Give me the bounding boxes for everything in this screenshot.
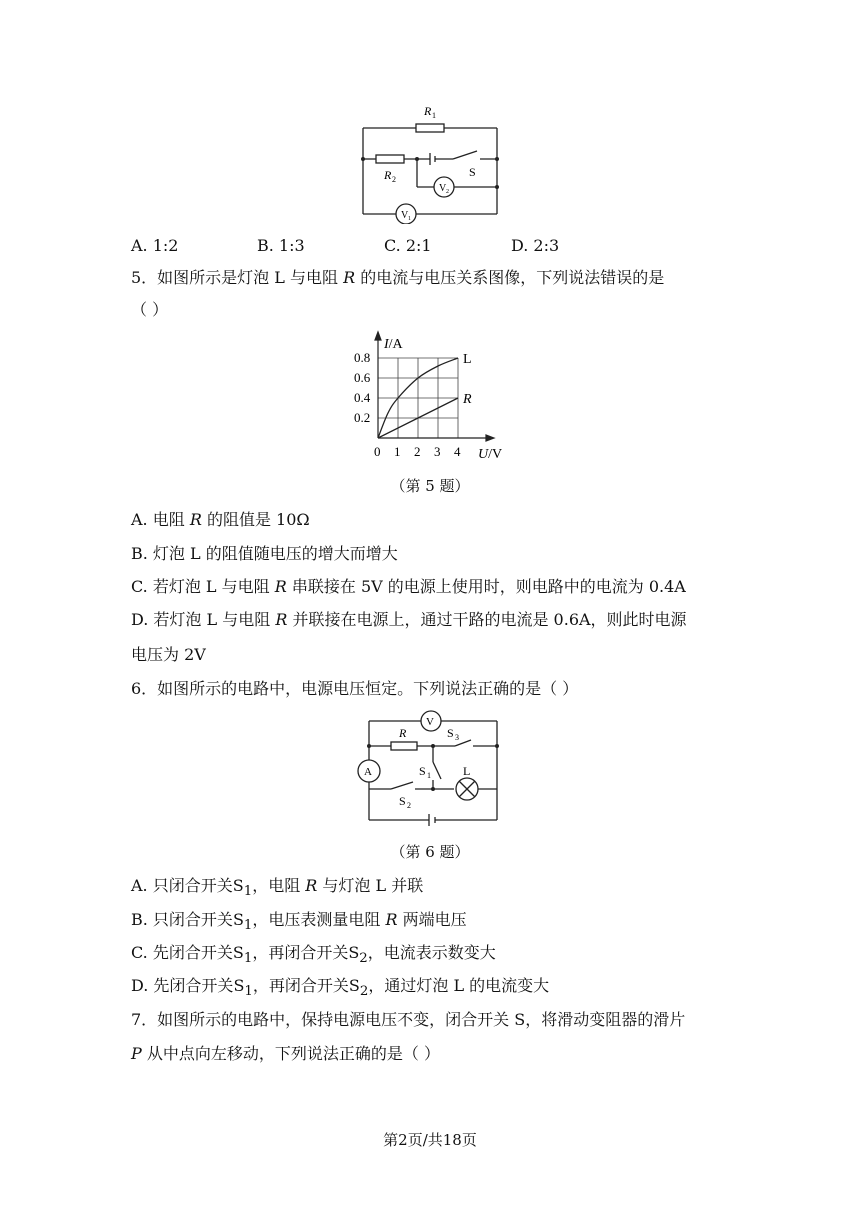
q6-option-b[interactable]: B. 只闭合开关$S_1$，电压表测量电阻 R 两端电压 — [131, 910, 467, 934]
series-label-L: L — [463, 352, 472, 367]
y-tick-label: 0.2 — [354, 410, 371, 425]
q5-caption: （第 5 题） — [390, 477, 470, 495]
q5-option-d[interactable]: D. 若灯泡 L 与电阻 R 并联接在电源上，通过干路的电流是 0.6A，则此时电源 — [131, 610, 687, 629]
q6-option-d[interactable]: D. 先闭合开关$S_1$，再闭合开关$S_2$，通过灯泡 L 的电流变大 — [131, 976, 550, 1000]
q5-option-d-line2: 电压为 2V — [131, 645, 206, 664]
y-axis-arrow — [375, 332, 381, 340]
x-axis-label: U/V — [478, 447, 503, 462]
q6-s1-sub: 1 — [427, 771, 431, 780]
x-tick-label: 0 — [374, 444, 381, 459]
q7-stem-line2: P 从中点向左移动，下列说法正确的是（ ） — [131, 1044, 440, 1063]
y-axis-label: I/A — [384, 337, 403, 352]
q4-v2-sub: 2 — [446, 189, 449, 195]
q5-stem-line1: 5．如图所示是灯泡 L 与电阻 R 的电流与电压关系图像，下列说法错误的是 — [131, 268, 665, 287]
x-tick-label: 4 — [454, 444, 461, 459]
q5-stem-line2: （ ） — [131, 300, 169, 319]
q5-option-a[interactable]: A. 电阻 R 的阻值是 10Ω — [131, 510, 310, 529]
q6-lamp-label: L — [463, 764, 471, 778]
page-footer: 第2页/共18页 — [383, 1131, 477, 1149]
q4-r2-label: R — [384, 168, 392, 182]
q6-s3-sub: 3 — [455, 733, 459, 742]
series-label-R: R — [463, 392, 472, 407]
q6-s2-label: S — [399, 794, 406, 808]
x-axis-arrow — [486, 435, 494, 441]
q6-option-c[interactable]: C. 先闭合开关$S_1$，再闭合开关$S_2$，电流表示数变大 — [131, 943, 496, 967]
q5-iv-chart — [340, 325, 515, 465]
x-tick-label: 1 — [394, 444, 401, 459]
q4-switch-label: S — [469, 165, 476, 179]
q5-option-b[interactable]: B. 灯泡 L 的阻值随电压的增大而增大 — [131, 544, 398, 563]
q5-option-c[interactable]: C. 若灯泡 L 与电阻 R 串联接在 5V 的电源上使用时，则电路中的电流为 0.4A — [131, 577, 686, 596]
q6-circuit-diagram — [355, 708, 505, 834]
q4-option-b[interactable]: B. 1:3 — [257, 236, 305, 255]
q6-s1-label: S — [419, 764, 426, 778]
y-tick-label: 0.8 — [354, 350, 371, 365]
y-tick-label: 0.6 — [354, 370, 371, 385]
q6-s3-label: S — [447, 726, 454, 740]
q4-option-d[interactable]: D. 2:3 — [511, 236, 560, 255]
q4-option-a[interactable]: A. 1:2 — [131, 236, 179, 255]
q6-voltmeter-label: V — [426, 716, 434, 728]
x-tick-label: 2 — [414, 444, 421, 459]
q6-s2-sub: 2 — [407, 801, 411, 810]
q4-v1-label: V — [401, 210, 409, 221]
q4-option-c[interactable]: C. 2:1 — [384, 236, 432, 255]
q4-r1-label: R — [424, 104, 432, 118]
q4-v2-label: V — [439, 183, 447, 194]
q6-r-label: R — [399, 726, 407, 740]
q4-circuit-diagram — [355, 98, 505, 224]
q4-r1-sub: 1 — [432, 111, 436, 120]
q6-caption: （第 6 题） — [390, 843, 470, 861]
x-tick-label: 3 — [434, 444, 441, 459]
q6-stem: 6．如图所示的电路中，电源电压恒定。下列说法正确的是（ ） — [131, 679, 579, 698]
y-tick-label: 0.4 — [354, 390, 371, 405]
q6-ammeter-label: A — [364, 766, 372, 778]
q4-v1-sub: 1 — [408, 216, 411, 222]
q4-r2-sub: 2 — [392, 175, 396, 184]
q7-stem-line1: 7．如图所示的电路中，保持电源电压不变，闭合开关 S，将滑动变阻器的滑片 — [131, 1010, 686, 1029]
q6-option-a[interactable]: A. 只闭合开关$S_1$，电阻 R 与灯泡 L 并联 — [131, 876, 424, 900]
